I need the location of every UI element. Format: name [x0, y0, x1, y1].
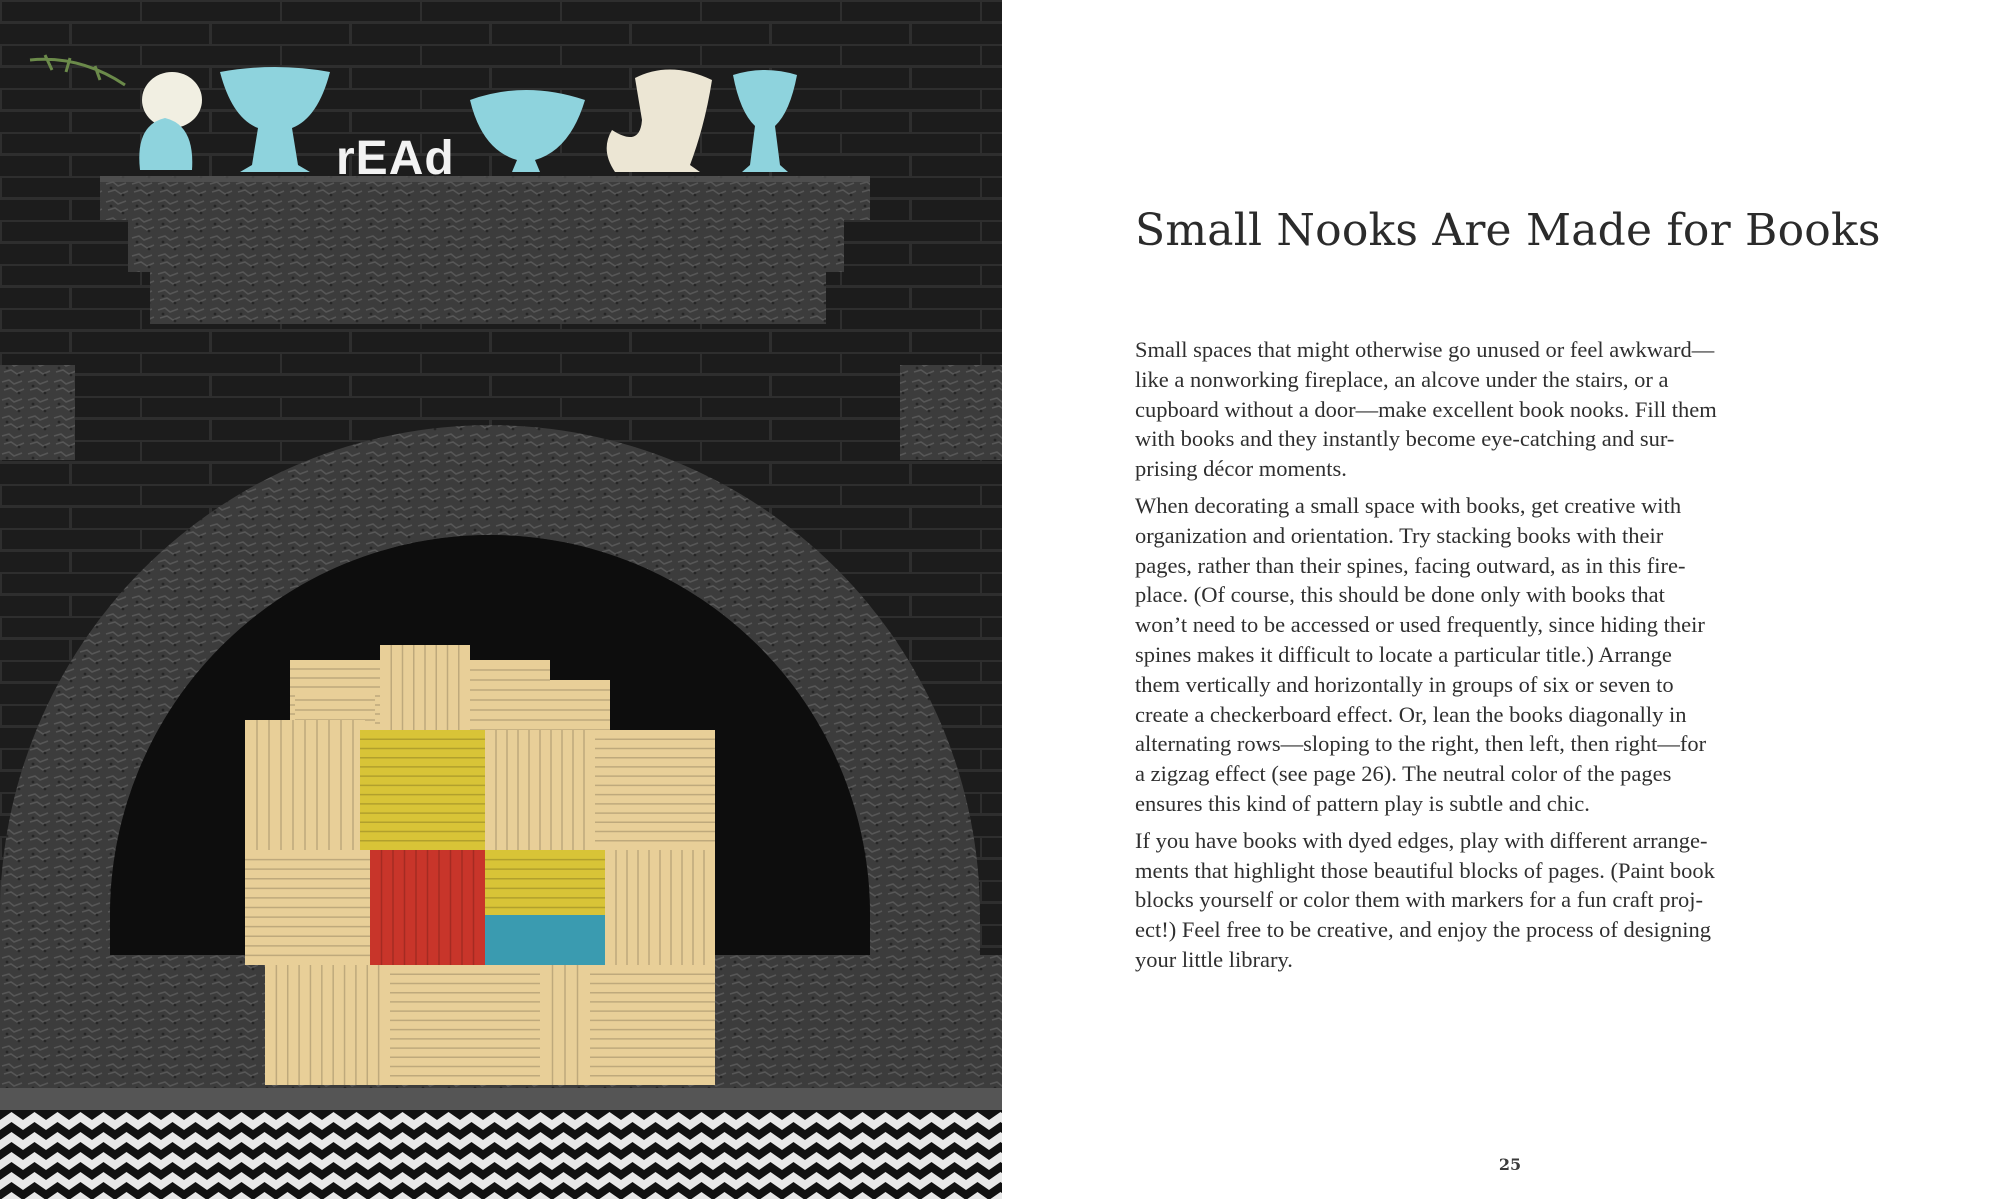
- paragraph-2: [1135, 491, 1835, 819]
- article-body: [1135, 335, 1835, 982]
- book-block: [380, 645, 470, 735]
- text-line: like a nonworking fireplace, an alcove under the stairs, or a: [1135, 366, 1669, 392]
- text-page: [1002, 0, 2000, 1199]
- text-line: won’t need to be accessed or used frequently, since hiding their: [1135, 612, 1705, 638]
- text-line: pages, rather than their spines, facing outward, as in this fire-: [1135, 552, 1686, 578]
- white-flower: [142, 72, 202, 128]
- book-block: [265, 965, 390, 1085]
- text-line: with books and they instantly become eye-catching and sur-: [1135, 426, 1675, 452]
- text-line: ect!) Feel free to be creative, and enjoy the process of designing: [1135, 917, 1712, 943]
- book-block: [245, 720, 365, 850]
- teal-dyed-edges: [485, 915, 605, 965]
- text-line: place. (Of course, this should be done only with books that: [1135, 582, 1665, 608]
- text-line: ensures this kind of pattern play is subtle and chic.: [1135, 790, 1590, 816]
- text-line: them vertically and horizontally in groups of six or seven to: [1135, 671, 1674, 697]
- book-block: [470, 660, 550, 740]
- text-line: If you have books with dyed edges, play with different arrange-: [1135, 827, 1708, 853]
- text-line: blocks yourself or color them with markers for a fun craft proj-: [1135, 887, 1703, 913]
- text-line: spines makes it difficult to locate a particular title.) Arrange: [1135, 641, 1672, 667]
- text-line: prising décor moments.: [1135, 456, 1347, 482]
- book-block: [370, 850, 485, 965]
- read-letters: rEAd: [336, 132, 455, 185]
- text-line: your little library.: [1135, 946, 1293, 972]
- text-line: cupboard without a door—make excellent book nooks. Fill them: [1135, 396, 1717, 422]
- text-line: alternating rows—sloping to the right, then left, then right—for: [1135, 731, 1707, 757]
- book-block: [390, 965, 540, 1085]
- text-line: a zigzag effect (see page 26). The neutral color of the pages: [1135, 761, 1672, 787]
- article-title: Small Nooks Are Made for Books: [1135, 205, 1881, 256]
- mantel: [100, 176, 870, 324]
- text-line: Small spaces that might otherwise go unused or feel awkward—: [1135, 337, 1715, 362]
- book-block: [590, 965, 715, 1085]
- zigzag-rug: [0, 1110, 1002, 1199]
- book-block: [245, 850, 370, 965]
- book-block: [595, 730, 715, 850]
- book-block: [360, 730, 485, 850]
- page-number: 25: [1498, 1155, 1522, 1174]
- book-block: [540, 965, 590, 1085]
- text-line: organization and orientation. Try stacking books with their: [1135, 522, 1664, 548]
- text-line: ments that highlight those beautiful blocks of pages. (Paint book: [1135, 857, 1715, 883]
- paragraph-3: [1135, 826, 1835, 975]
- text-line: create a checkerboard effect. Or, lean the books diagonally in: [1135, 701, 1687, 727]
- paragraph-1: [1135, 335, 1835, 484]
- text-line: When decorating a small space with books, get creative with: [1135, 492, 1682, 518]
- book-block: [605, 850, 715, 965]
- book-block: [485, 730, 595, 850]
